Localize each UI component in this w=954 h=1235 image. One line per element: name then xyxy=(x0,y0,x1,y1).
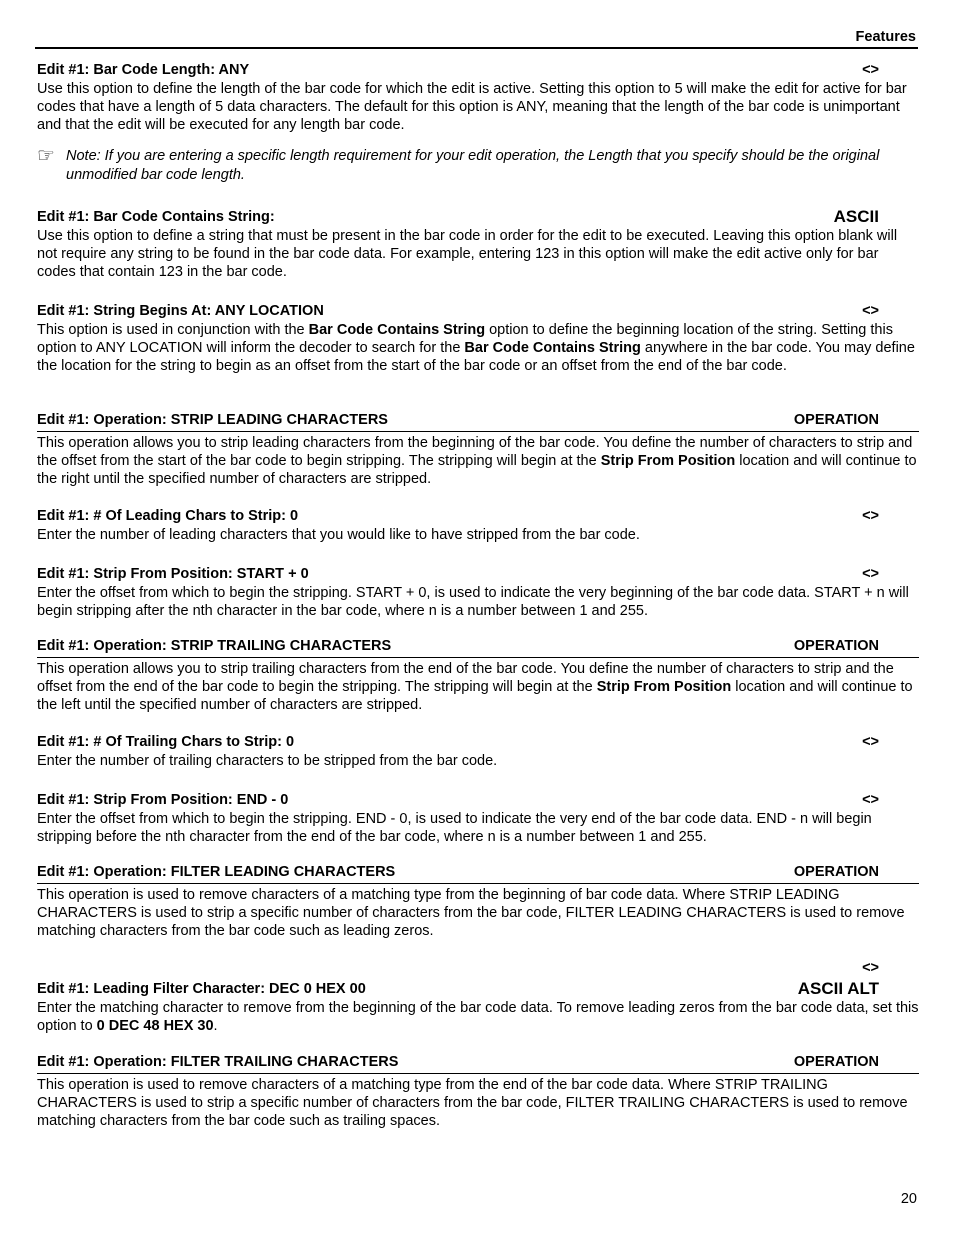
section-tag: OPERATION xyxy=(793,864,879,880)
section-title: Edit #1: # Of Trailing Chars to Strip: 0 xyxy=(37,734,295,750)
section-tag: OPERATION xyxy=(793,638,879,654)
bold-term: Strip From Position xyxy=(600,453,736,469)
section-strip-leading xyxy=(37,412,919,488)
section-title: Edit #1: String Begins At: ANY LOCATION xyxy=(37,303,324,319)
section-body: Enter the offset from which to begin the stripping. END - 0, is used to indicate the very end of the bar code data. END - n will begin stripping before the nth character from the end of the bar code, where n is a number between 1 and 255. xyxy=(37,811,872,845)
section-filter-trailing xyxy=(37,1054,919,1130)
note-text: Note: If you are entering a specific length requirement for your edit operation, the Length that you specify should be the original unmodified bar code length. xyxy=(66,148,880,183)
section-body: Use this option to define a string that must be present in the bar code in order for the edit to be executed. Leaving this option blank will not require any string to be found in the bar code data. For example, entering 123 in this option will make the edit active only for bar codes that contain 123 in the bar code. xyxy=(37,228,898,280)
page-header-title: Features xyxy=(855,29,916,45)
section-strip-trailing xyxy=(37,638,919,714)
section-string-begins-at xyxy=(37,303,919,375)
section-tag: <> xyxy=(862,792,879,808)
section-tag: <> xyxy=(862,62,879,78)
note xyxy=(37,147,897,185)
section-body: Enter the matching character to remove from the beginning of the bar code data. To remove leading zeros from the bar code data, set this option to 0 DEC 48 HEX 30. xyxy=(37,1000,919,1034)
section-body: This operation allows you to strip trailing characters from the end of the bar code. You define the number of characters to strip and the offset from the end of the bar code to begin the stripping. The stripping will begin at the Strip From Position location and will continue to the left until the specified number of characters are stripped. xyxy=(37,661,913,713)
section-bar-code-length xyxy=(37,62,919,134)
section-strip-from-end xyxy=(37,792,919,846)
section-num-trailing xyxy=(37,734,919,770)
section-body: Enter the number of trailing characters to be stripped from the bar code. xyxy=(37,753,498,769)
section-body: Enter the number of leading characters that you would like to have stripped from the bar code. xyxy=(37,527,640,543)
section-title: Edit #1: Bar Code Contains String: xyxy=(37,209,275,225)
bold-term: 0 DEC 48 HEX 30 xyxy=(96,1018,214,1034)
section-body: Enter the offset from which to begin the stripping. START + 0, is used to indicate the very beginning of the bar code data. START + n will begin stripping after the nth character in the bar code, where n is a number between 1 and 255. xyxy=(37,585,909,619)
section-title: Edit #1: Bar Code Length: ANY xyxy=(37,62,250,78)
section-body: This option is used in conjunction with the Bar Code Contains String option to define the beginning location of the string. Setting this option to ANY LOCATION will inform the decoder to search for the Bar Code Contains String anywhere in the bar code. You may define the location for the string to begin as an offset from the start of the bar code or an offset from the end of the bar code. xyxy=(37,322,915,374)
pointing-hand-icon: ☞ xyxy=(37,145,55,167)
section-body: Use this option to define the length of the bar code for which the edit is active. Setting this option to 5 will make the edit for active for bar codes that have a length of 5 data characters. The default for this option is ANY, meaning that the length of the bar code is unimportant and that the edit will be executed for any length bar code. xyxy=(37,81,907,133)
section-tag: <> xyxy=(862,303,879,319)
section-num-leading xyxy=(37,508,919,544)
section-contains-string xyxy=(37,209,919,281)
section-tag: OPERATION xyxy=(793,412,879,428)
section-title: Edit #1: Operation: STRIP TRAILING CHARACTERS xyxy=(37,638,392,654)
bold-term: Bar Code Contains String xyxy=(308,322,486,338)
section-tag-top: <> xyxy=(862,960,879,976)
section-body: This operation allows you to strip leading characters from the beginning of the bar code. You define the number of characters to strip and the offset from the start of the bar code to begin stripping. The stripping will begin at the Strip From Position location and will continue to the right until the specified number of characters are stripped. xyxy=(37,435,917,487)
header-rule xyxy=(35,47,918,49)
section-tag: ASCII ALT xyxy=(797,979,879,998)
section-tag: <> xyxy=(862,508,879,524)
section-title: Edit #1: Operation: STRIP LEADING CHARACTERS xyxy=(37,412,388,428)
section-tag: <> xyxy=(862,566,879,582)
section-title: Edit #1: Strip From Position: START + 0 xyxy=(37,566,309,582)
bold-term: Bar Code Contains String xyxy=(464,340,641,356)
section-tag: ASCII xyxy=(833,207,879,226)
section-tag: <> xyxy=(862,734,879,750)
section-filter-leading xyxy=(37,864,919,940)
bold-term: Strip From Position xyxy=(596,679,732,695)
section-tag: OPERATION xyxy=(793,1054,879,1070)
section-leading-filter-character xyxy=(37,981,919,1035)
section-body: This operation is used to remove characters of a matching type from the beginning of bar code data. Where STRIP LEADING CHARACTERS is used to strip a specific number of characters from the bar code, FILTER LEADING CHARACTERS is used to remove matching characters from the bar code such as leading zeros. xyxy=(37,887,905,939)
section-title: Edit #1: Leading Filter Character: DEC 0 HEX 00 xyxy=(37,981,366,997)
section-strip-from-start xyxy=(37,566,919,620)
section-body: This operation is used to remove characters of a matching type from the end of the bar code data. Where STRIP TRAILING CHARACTERS is used to strip a specific number of characters from the bar code, FILTER TRAILING CHARACTERS is used to remove matching characters from the bar code such as trailing spaces. xyxy=(37,1077,908,1129)
section-title: Edit #1: Operation: FILTER TRAILING CHARACTERS xyxy=(37,1054,399,1070)
page-number: 20 xyxy=(900,1191,917,1207)
section-title: Edit #1: Operation: FILTER LEADING CHARACTERS xyxy=(37,864,396,880)
section-title: Edit #1: # Of Leading Chars to Strip: 0 xyxy=(37,508,299,524)
section-title: Edit #1: Strip From Position: END - 0 xyxy=(37,792,289,808)
